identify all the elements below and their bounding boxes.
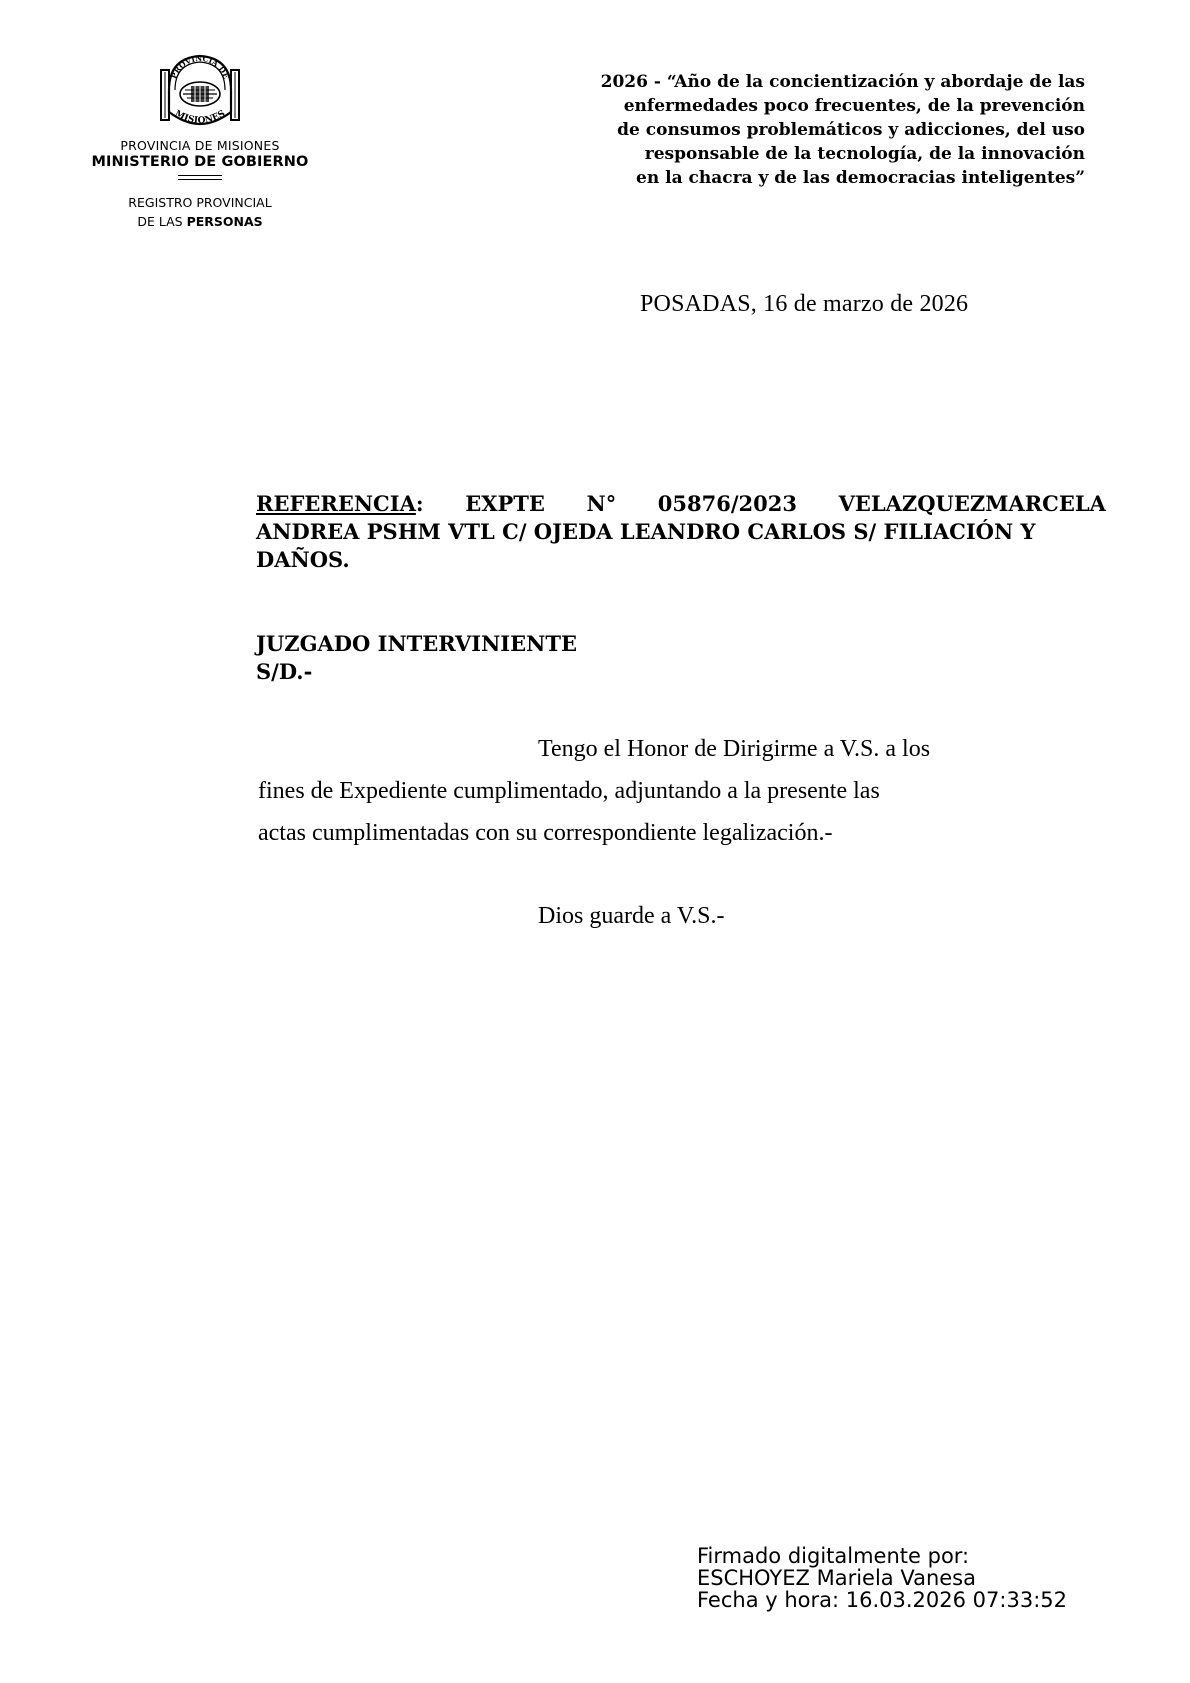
body-line-1: Tengo el Honor de Dirigirme a V.S. a los (538, 736, 931, 762)
addressee-block (256, 630, 577, 686)
divider (178, 175, 222, 176)
reference-word: EXPTE (465, 491, 545, 516)
motto-line: de consumos problemáticos y adicciones, del uso (617, 120, 1085, 140)
reference-word: VELAZQUEZMARCELA (838, 491, 1106, 516)
closing-salutation: Dios guarde a V.S.- (538, 903, 725, 929)
digital-signature-stamp (697, 1545, 1067, 1611)
registry-name (80, 193, 320, 231)
reference-word: N° (586, 491, 617, 516)
reference-label-group (256, 490, 424, 518)
motto-line: 2026 - “Año de la concientización y abordaje de las (600, 72, 1085, 92)
reference-line-1 (256, 490, 1106, 518)
reference-word: 05876/2023 (657, 491, 797, 516)
divider (178, 179, 222, 180)
signature-timestamp: Fecha y hora: 16.03.2026 07:33:52 (697, 1588, 1067, 1612)
motto-line: responsable de la tecnología, de la innovación (644, 144, 1085, 164)
province-name: PROVINCIA DE MISIONES (120, 138, 280, 153)
addressee-court: JUZGADO INTERVINIENTE (256, 631, 577, 656)
seal-bottom-text: MISIONES (172, 108, 228, 127)
svg-text:PROVINCIA DE (169, 54, 231, 80)
addressee-sd: S/D.- (256, 659, 313, 684)
place-and-date: POSADAS, 16 de marzo de 2026 (640, 291, 969, 317)
signature-heading: Firmado digitalmente por: (697, 1544, 970, 1568)
ministry-logo (80, 50, 320, 231)
motto-line: enfermedades poco frecuentes, de la prevención (623, 96, 1085, 116)
year-motto (520, 70, 1085, 190)
reference-block (256, 490, 1106, 574)
reference-label: REFERENCIA (256, 491, 416, 516)
letter-body (258, 728, 1048, 854)
signer-name: ESCHOYEZ Mariela Vanesa (697, 1566, 976, 1590)
registry-line-1: REGISTRO PROVINCIAL (128, 195, 272, 210)
ministry-name: MINISTERIO DE GOBIERNO (91, 154, 309, 170)
seal-top-text: PROVINCIA DE (169, 53, 231, 81)
province-seal-icon (155, 50, 245, 136)
reference-line-3: DAÑOS. (256, 547, 350, 572)
registry-line-2-prefix: DE LAS (137, 214, 183, 229)
reference-line-2: ANDREA PSHM VTL C/ OJEDA LEANDRO CARLOS S/ FILIACIÓN Y (256, 519, 1036, 544)
body-line-2: fines de Expediente cumplimentado, adjuntando a la presente las (258, 778, 880, 804)
svg-text:MISIONES (173, 109, 227, 126)
reference-label-suffix: : (415, 491, 424, 516)
registry-line-2-bold: PERSONAS (186, 214, 263, 229)
body-line-3: actas cumplimentadas con su correspondiente legalización.- (258, 820, 833, 846)
motto-line: en la chacra y de las democracias inteligentes” (636, 168, 1085, 188)
